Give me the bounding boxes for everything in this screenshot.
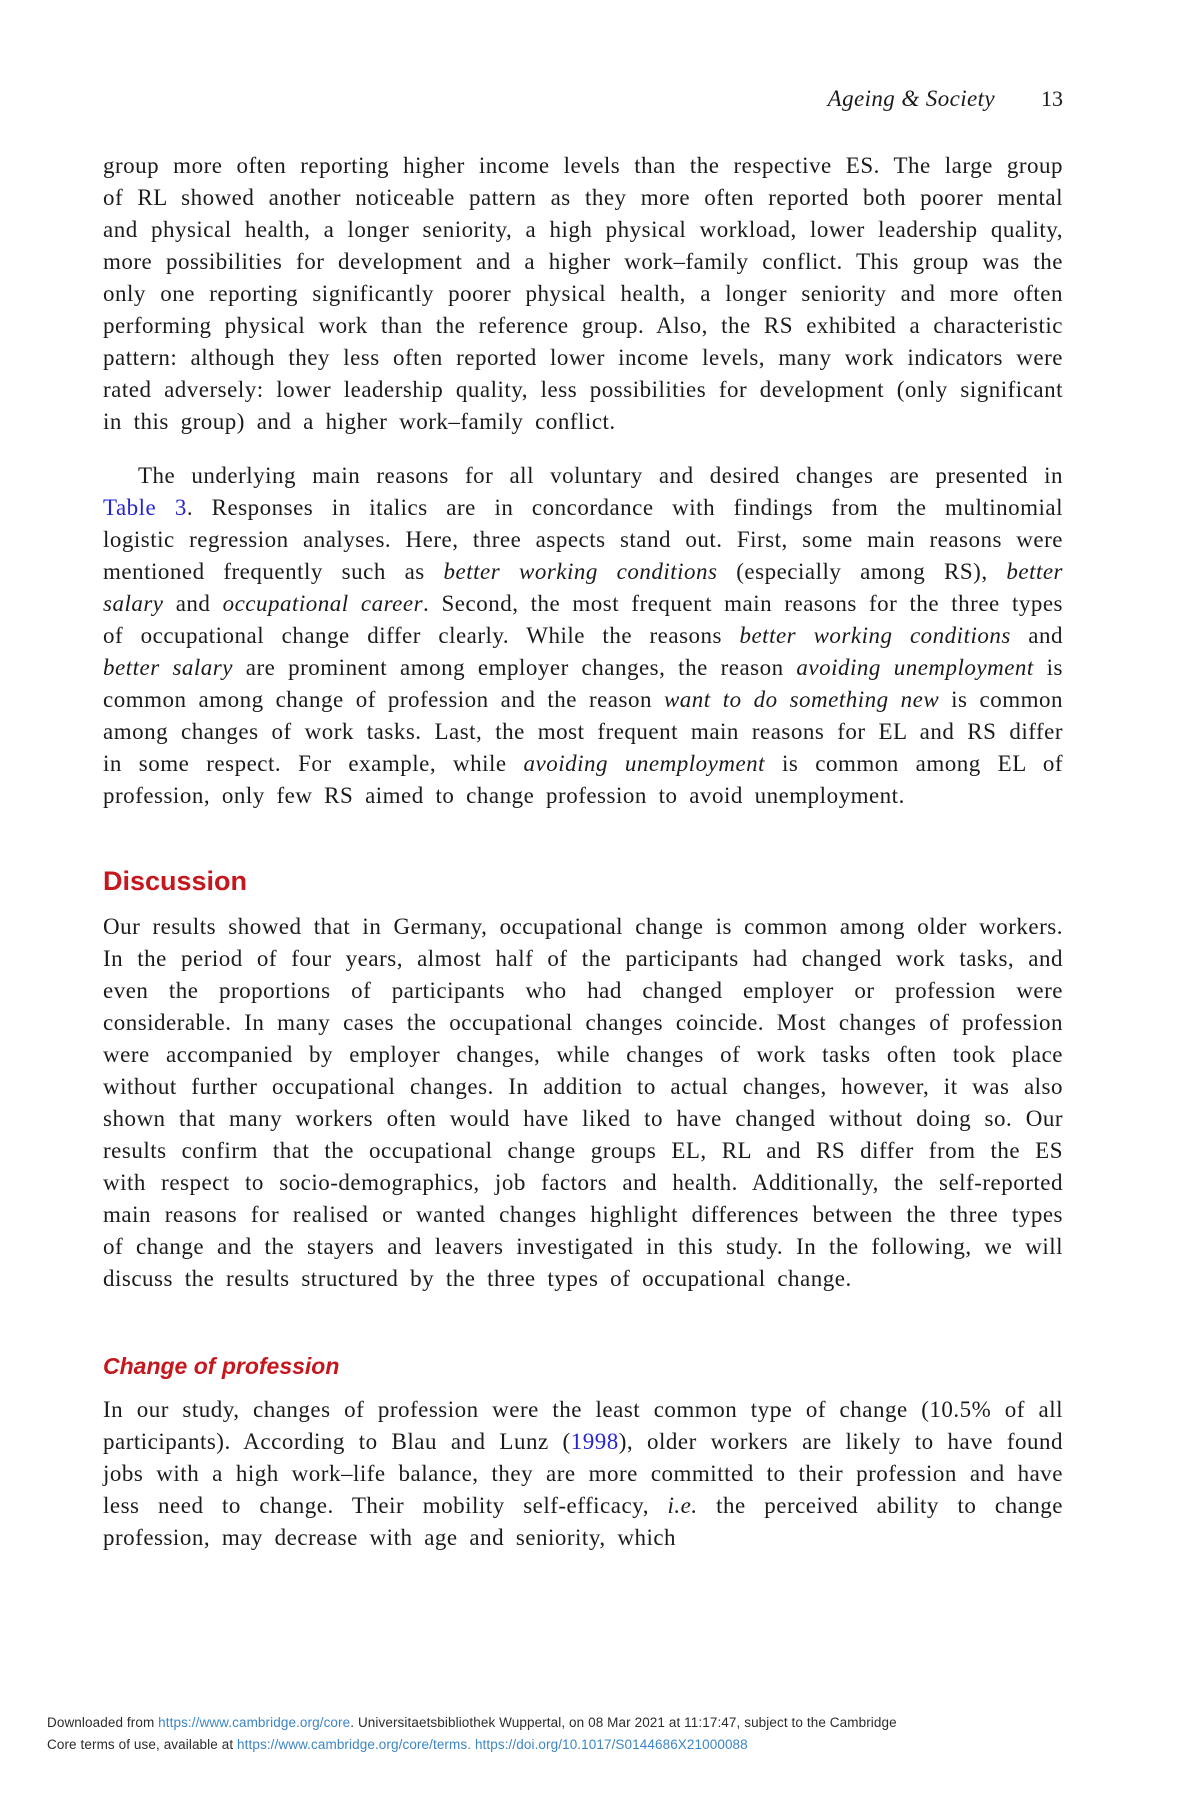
page-number: 13 — [1041, 86, 1063, 111]
article-body — [103, 150, 1063, 1554]
emphasis-text: better working conditions — [443, 559, 718, 584]
running-head — [103, 86, 1063, 112]
body-text: and — [163, 591, 223, 616]
body-text: Core terms of use, available at — [47, 1737, 238, 1752]
footer-line — [47, 1712, 1162, 1734]
paragraph — [103, 1394, 1063, 1554]
body-text: . Second, the most frequent main reasons for the three types of occupational change differ clearly. While the reasons — [103, 591, 1063, 648]
body-text: are prominent among employer changes, the reason — [232, 655, 797, 680]
emphasis-text: better salary — [103, 655, 233, 680]
subsection-heading-change-of-profession: Change of profession — [103, 1353, 340, 1379]
core-terms-link[interactable]: https://www.cambridge.org/core/terms. — [237, 1737, 472, 1752]
section-heading-discussion: Discussion — [103, 866, 248, 896]
emphasis-text: occupational career — [222, 591, 424, 616]
emphasis-text: better working conditions — [739, 623, 1011, 648]
body-text: Our results showed that in Germany, occupational change is common among older workers. In the period of four years, almost half of the participants had changed work tasks, and even the proportions of participants who had changed employer or profession were considerable. In many cases the occupational changes coincide. Most changes of profession were accompanied by employer changes, while changes of work tasks often took place without further occupational changes. In addition to actual changes, however, it was also shown that many workers often would have liked to have changed without doing so. Our results confirm that the occupational change groups EL, RL and RS differ from the ES with respect to socio-demographics, job factors and health. Additionally, the self-reported main reasons for realised or wanted changes highlight differences between the three types of change and the stayers and leavers investigated in this study. In the following, we will discuss the results structured by the three types of occupational change. — [103, 914, 1063, 1291]
body-text: group more often reporting higher income levels than the respective ES. The large group of RL showed another noticeable pattern as they more often reported both poorer mental and physical health, a longer seniority, a high physical workload, lower leadership quality, more possibilities for development and a higher work–family conflict. This group was the only one reporting significantly poorer physical health, a longer seniority and more often performing physical work than the reference group. Also, the RS exhibited a characteristic pattern: although they less often reported lower income levels, many work indicators were rated adversely: lower leadership quality, less possibilities for development (only significant in this group) and a higher work–family conflict. — [103, 153, 1063, 434]
body-text: is common among EL of profession, only few RS aimed to change profession to avoid unemployment. — [103, 751, 1063, 808]
paragraph — [103, 150, 1063, 438]
body-text: In our study, changes of profession were the least common type of change (10.5% of all participants). According to Blau and Lunz ( — [103, 1397, 1063, 1454]
body-text: is common among changes of work tasks. Last, the most frequent main reasons for EL and RS differ in some respect. For example, while — [103, 687, 1063, 776]
doi-link[interactable]: https://doi.org/10.1017/S0144686X21000088 — [474, 1737, 748, 1752]
table-3-link[interactable]: Table 3 — [103, 495, 187, 520]
emphasis-text: want to do something new — [663, 687, 940, 712]
emphasis-text: better salary — [103, 559, 1064, 616]
emphasis-text: i.e. — [667, 1493, 698, 1518]
body-text: . Responses in italics are in concordance with findings from the multinomial logistic regression analyses. Here, three aspects stand out. First, some main reasons were mentioned frequently such as — [103, 495, 1063, 584]
emphasis-text: avoiding unemployment — [523, 751, 766, 776]
cambridge-core-link[interactable]: https://www.cambridge.org/core — [158, 1715, 351, 1730]
body-text: and — [1010, 623, 1063, 648]
paragraph — [103, 460, 1063, 812]
body-text: . Universitaetsbibliothek Wuppertal, on 08 Mar 2021 at 11:17:47, subject to the Cambridge — [350, 1715, 897, 1730]
body-text: the perceived ability to change profession, may decrease with age and seniority, which — [103, 1493, 1063, 1550]
journal-title: Ageing & Society — [827, 86, 995, 111]
body-text: is common among change of profession and the reason — [103, 655, 1063, 712]
body-text: ), older workers are likely to have found jobs with a high work–life balance, they are more committed to their profession and have less need to change. Their mobility self-efficacy, — [103, 1429, 1063, 1518]
body-text: The underlying main reasons for all voluntary and desired changes are presented in — [138, 463, 1063, 488]
emphasis-text: avoiding unemployment — [796, 655, 1034, 680]
footer-line — [47, 1734, 1162, 1756]
citation-1998-link[interactable]: 1998 — [570, 1429, 619, 1454]
body-text: (especially among RS), — [717, 559, 1007, 584]
paragraph — [103, 911, 1063, 1295]
download-notice-footer — [47, 1712, 1162, 1756]
body-text: Downloaded from — [47, 1715, 159, 1730]
